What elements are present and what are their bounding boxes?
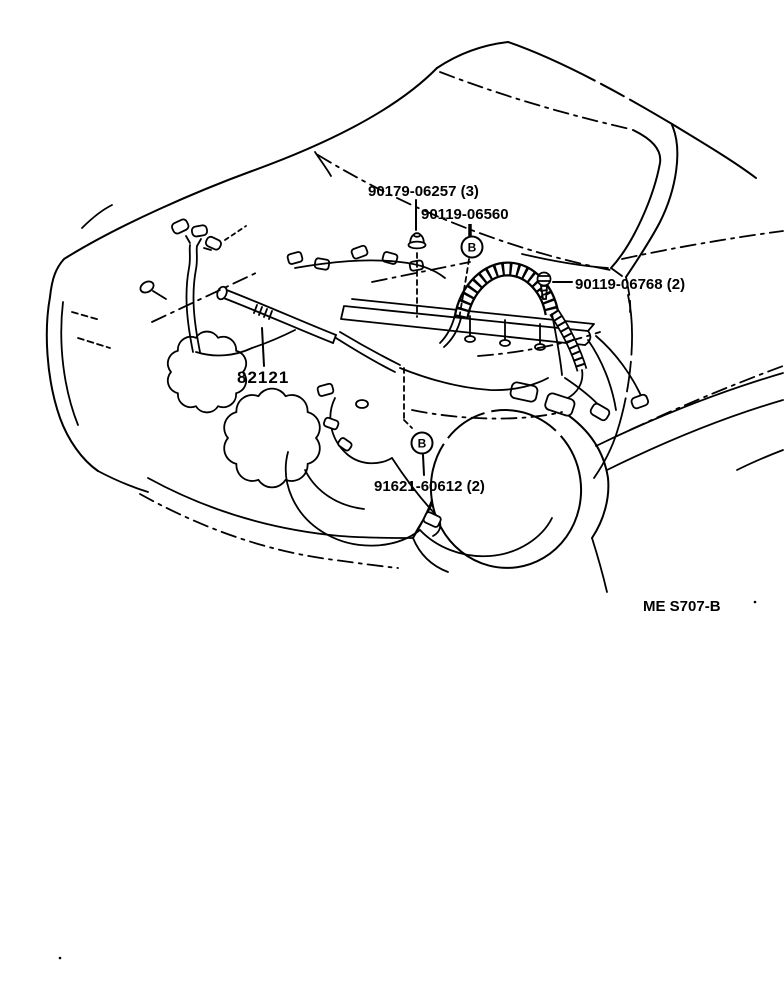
car-body-outline — [47, 42, 783, 959]
print-speck — [59, 957, 62, 960]
callout-label: 90179-06257 (3) — [368, 183, 479, 200]
callout-label: 91621-60612 (2) — [374, 478, 485, 495]
leader-line — [423, 455, 424, 475]
circled-b-icon — [462, 237, 483, 258]
circled-b-icon — [412, 433, 433, 454]
print-speck — [754, 601, 757, 604]
engine-wiring-harness — [138, 218, 649, 556]
pulley-upper — [168, 332, 246, 413]
callout-label: 90119-06768 (2) — [575, 276, 686, 293]
nut-icon — [409, 233, 426, 248]
svg-text:B: B — [417, 436, 427, 451]
callout-label: 82121 — [237, 368, 290, 387]
svg-text:B: B — [467, 240, 477, 255]
drawing-code: ME S707-B — [643, 598, 721, 615]
leader-line — [262, 328, 264, 366]
callout-90119-06768 — [538, 273, 686, 300]
callout-label: 90119-06560 — [421, 206, 509, 223]
